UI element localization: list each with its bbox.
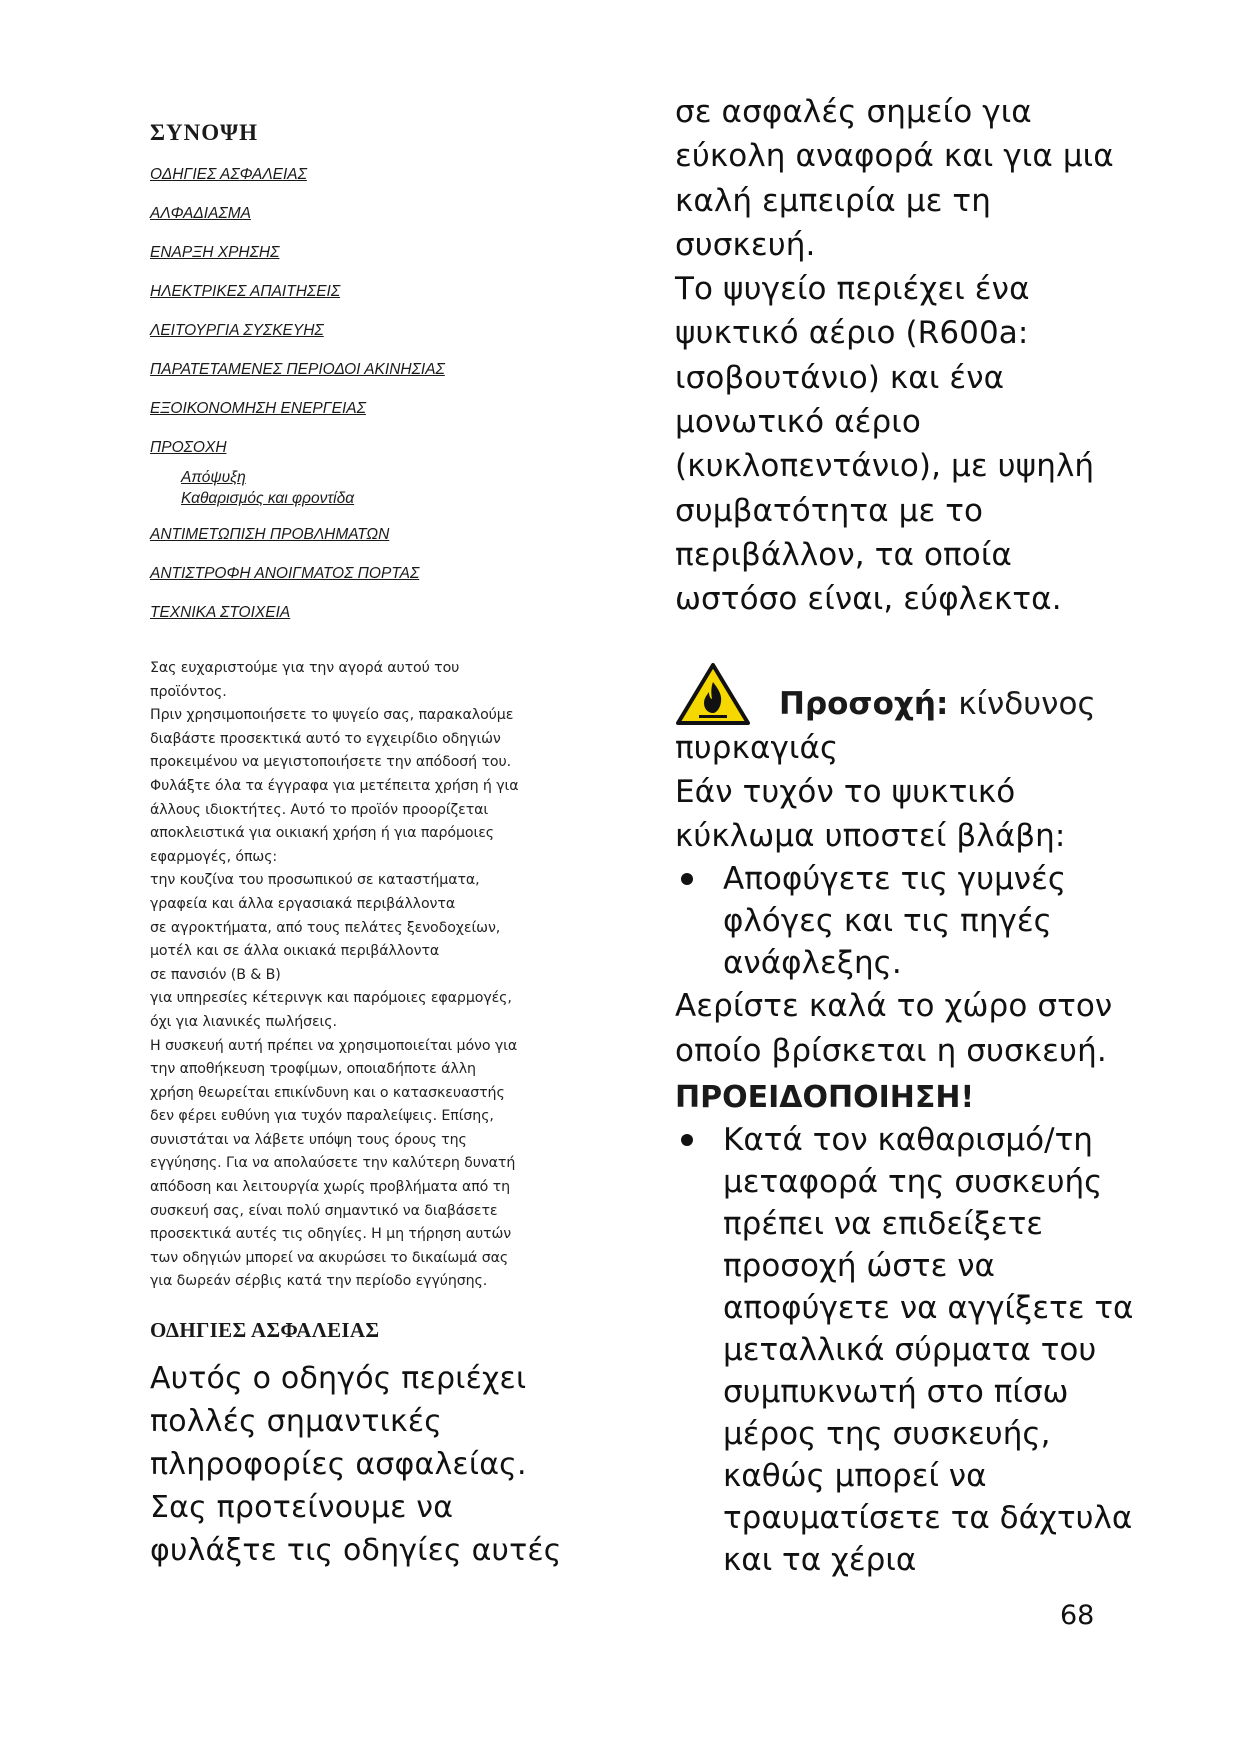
intro-line: για δωρεάν σέρβις κατά την περίοδο εγγύησης.	[150, 1273, 488, 1290]
toc-link-operation[interactable]: ΛΕΙΤΟΥΡΓΙΑ ΣΥΣΚΕΥΗΣ	[150, 322, 324, 339]
safety-line: καλή εμπειρία με τη	[675, 182, 991, 219]
fire-warning	[675, 658, 1145, 726]
list-item: Κατά τον καθαρισμό/τη μεταφορά της συσκευής πρέπει να επιδείξετε προσοχή ώστε να αποφύγετε να αγγίξετε τα μεταλλικά σύρματα του συμπυκνωτή στο πίσω μέρος της συσκευής, καθώς μπορεί να τραυματίσετε τα δάχτυλα και τα χέρια	[675, 1119, 1145, 1581]
intro-line: δεν φέρει ευθύνη για τυχόν παραλείψεις. Επίσης,	[150, 1108, 494, 1125]
safety-line: Αυτός ο οδηγός περιέχει	[150, 1361, 527, 1397]
fire-warning-label: Προσοχή:	[779, 685, 949, 722]
intro-line: αποκλειστικά για οικιακή χρήση ή για παρόμοιες	[150, 825, 495, 842]
toc-link-inactivity[interactable]: ΠΑΡΑΤΕΤΑΜΕΝΕΣ ΠΕΡΙΟΔΟΙ ΑΚΙΝΗΣΙΑΣ	[150, 361, 445, 378]
flammable-warning-icon	[675, 662, 751, 726]
intro-line: την αποθήκευση τροφίμων, οποιαδήποτε άλλη	[150, 1061, 476, 1078]
safety-line: περιβάλλον, τα οποία	[675, 536, 1012, 573]
safety-line: σε ασφαλές σημείο για	[675, 94, 1032, 130]
safety-line: ψυκτικό αέριο (R600a:	[675, 315, 1029, 352]
intro-line: προσεκτικά αυτές τις οδηγίες. Η μη τήρηση αυτών	[150, 1226, 512, 1243]
safety-line: πληροφορίες ασφαλείας.	[150, 1447, 527, 1483]
fire-warning-line: κύκλωμα υποστεί βλάβη:	[675, 818, 1066, 855]
intro-line: προϊόντος.	[150, 683, 227, 700]
left-column	[150, 120, 580, 1572]
toc-link-start-use[interactable]: ΕΝΑΡΞΗ ΧΡΗΣΗΣ	[150, 244, 280, 261]
safety-line: ισοβουτάνιο) και ένα	[675, 359, 1005, 396]
safety-intro-left	[150, 1357, 580, 1572]
toc-link-troubleshooting[interactable]: ΑΝΤΙΜΕΤΩΠΙΣΗ ΠΡΟΒΛΗΜΑΤΩΝ	[150, 526, 390, 543]
right-column	[675, 90, 1145, 1581]
fire-warning-text: κίνδυνος	[958, 685, 1096, 722]
toc-link-technical-data[interactable]: ΤΕΧΝΙΚΑ ΣΤΟΙΧΕΙΑ	[150, 604, 291, 621]
toc-link-electrical[interactable]: ΗΛΕΚΤΡΙΚΕΣ ΑΠΑΙΤΗΣΕΙΣ	[150, 283, 341, 300]
safety-line: Το ψυγείο περιέχει ένα	[675, 271, 1030, 308]
intro-line: συνιστάται να λάβετε υπόψη τους όρους της	[150, 1131, 467, 1148]
intro-line: διαβάστε προσεκτικά αυτό το εγχειρίδιο οδηγιών	[150, 730, 501, 747]
intro-line: των οδηγιών μπορεί να ακυρώσει το δικαίωμά σας	[150, 1249, 509, 1266]
safety-line: εύκολη αναφορά και για μια	[675, 138, 1114, 175]
toc-link-leveling[interactable]: ΑΛΦΑΔΙΑΣΜΑ	[150, 205, 251, 222]
toc-link-defrost[interactable]: Απόψυξη	[181, 469, 246, 486]
safety-line: συμβατότητα με το	[675, 492, 984, 529]
safety-line: μονωτικό αέριο	[675, 404, 921, 441]
intro-line: για υπηρεσίες κέτερινγκ και παρόμοιες εφαρμογές,	[150, 990, 512, 1007]
fire-warning-list	[675, 858, 1145, 984]
toc-link-door-reversal[interactable]: ΑΝΤΙΣΤΡΟΦΗ ΑΝΟΙΓΜΑΤΟΣ ΠΟΡΤΑΣ	[150, 565, 420, 582]
intro-line: Φυλάξτε όλα τα έγγραφα για μετέπειτα χρήση ή για	[150, 777, 519, 794]
intro-line: άλλους ιδιοκτήτες. Αυτό το προϊόν προορίζεται	[150, 801, 489, 818]
fire-warning-line: οποίο βρίσκεται η συσκευή.	[675, 1032, 1107, 1069]
intro-line: συσκευή σας, είναι πολύ σημαντικό να διαβάσετε	[150, 1202, 498, 1219]
intro-line: την κουζίνα του προσωπικού σε καταστήματα,	[150, 872, 480, 889]
intro-line: απόδοση και λειτουργία χωρίς προβλήματα από τη	[150, 1179, 511, 1196]
intro-line: σε πανσιόν (B & B)	[150, 966, 281, 983]
intro-line: μοτέλ και σε άλλα οικιακά περιβάλλοντα	[150, 943, 440, 960]
intro-line: Η συσκευή αυτή πρέπει να χρησιμοποιείται μόνο για	[150, 1037, 518, 1054]
safety-line: (κυκλοπεντάνιο), με υψηλή	[675, 448, 1095, 485]
intro-text	[150, 657, 580, 1294]
fire-warning-line: Αερίστε καλά το χώρο στον	[675, 988, 1113, 1025]
toc-title: ΣΥΝΟΨΗ	[150, 120, 258, 145]
intro-line: όχι για λιανικές πωλήσεις.	[150, 1013, 337, 1030]
notice-list	[675, 1119, 1145, 1581]
fire-warning-continued: πυρκαγιάς	[675, 729, 839, 766]
safety-section-title: ΟΔΗΓΙΕΣ ΑΣΦΑΛΕΙΑΣ	[150, 1318, 380, 1343]
safety-line: ωστόσο είναι, εύφλεκτα.	[675, 581, 1062, 618]
intro-line: Σας ευχαριστούμε για την αγορά αυτού του	[150, 660, 460, 676]
safety-line: πολλές σημαντικές	[150, 1404, 443, 1440]
intro-line: εφαρμογές, όπως:	[150, 848, 278, 865]
fire-warning-headline	[779, 682, 1096, 726]
toc-link-safety[interactable]: ΟΔΗΓΙΕΣ ΑΣΦΑΛΕΙΑΣ	[150, 166, 307, 183]
safety-line: Σας προτείνουμε να	[150, 1490, 454, 1526]
list-item: Αποφύγετε τις γυμνές φλόγες και τις πηγές ανάφλεξης.	[675, 858, 1145, 984]
toc-link-caution[interactable]: ΠΡΟΣΟΧΗ	[150, 439, 227, 456]
notice-heading: ΠΡΟΕΙΔΟΠΟΙΗΣΗ!	[675, 1080, 975, 1116]
intro-line: προκειμένου να μεγιστοποιήσετε την απόδοσή του.	[150, 754, 512, 771]
toc-link-energy[interactable]: ΕΞΟΙΚΟΝΟΜΗΣΗ ΕΝΕΡΓΕΙΑΣ	[150, 400, 366, 417]
intro-line: εγγύησης. Για να απολαύσετε την καλύτερη δυνατή	[150, 1155, 516, 1172]
page-number: 68	[1060, 1600, 1095, 1631]
intro-line: χρήση θεωρείται επικίνδυνη και ο κατασκευαστής	[150, 1084, 505, 1101]
safety-line: συσκευή.	[675, 226, 816, 263]
toc-link-cleaning[interactable]: Καθαρισμός και φροντίδα	[181, 490, 355, 507]
intro-line: γραφεία και άλλα εργασιακά περιβάλλοντα	[150, 895, 456, 912]
fire-warning-line: Εάν τυχόν το ψυκτικό	[675, 773, 1016, 810]
intro-line: σε αγροκτήματα, από τους πελάτες ξενοδοχείων,	[150, 919, 501, 936]
safety-intro-right	[675, 90, 1145, 622]
intro-line: Πριν χρησιμοποιήσετε το ψυγείο σας, παρακαλούμε	[150, 707, 514, 724]
safety-line: φυλάξτε τις οδηγίες αυτές	[150, 1533, 562, 1569]
